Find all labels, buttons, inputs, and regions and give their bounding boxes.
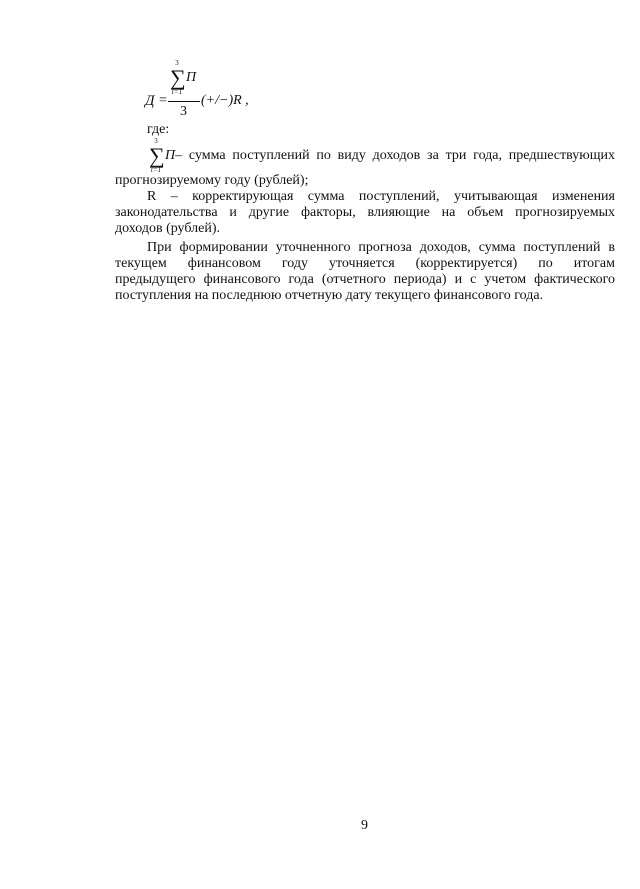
definition-sum-line: П– сумма поступлений по виду доходов за три года, предшествующих [165, 148, 615, 163]
definition-sum-rest: прогнозируемому году (рублей); [115, 173, 309, 188]
definition-r-line: доходов (рублей). [115, 221, 220, 236]
page-number: 9 [361, 818, 368, 833]
paragraph-line: При формировании уточненного прогноза доходов, сумма поступлений в [147, 240, 615, 255]
correction-term: (+/−)R , [201, 93, 249, 108]
denominator: 3 [180, 104, 187, 119]
definition-r-line: законодательства и другие факторы, влияющие на объем прогнозируемых [115, 205, 615, 220]
formula-lhs: Д [145, 93, 155, 109]
definition-r-line: R – корректирующая сумма поступлений, учитывающая изменения [147, 189, 615, 204]
paragraph-line: текущем финансовом году уточняется (корректируется) по итогам [115, 256, 615, 271]
paragraph-line: предыдущего финансового года (отчетного периода) и с учетом фактического [115, 272, 615, 287]
numerator-var: П [186, 70, 197, 85]
formula-equals: = [159, 93, 167, 108]
where-label: где: [147, 122, 170, 137]
sum-symbol-definition: 3 ∑ t=1 [149, 137, 165, 174]
paragraph-line: поступления на последнюю отчетную дату текущего финансового года. [115, 288, 544, 303]
fraction-bar [168, 101, 200, 102]
sum-symbol-numerator: 3 ∑ t=1 [170, 59, 186, 96]
